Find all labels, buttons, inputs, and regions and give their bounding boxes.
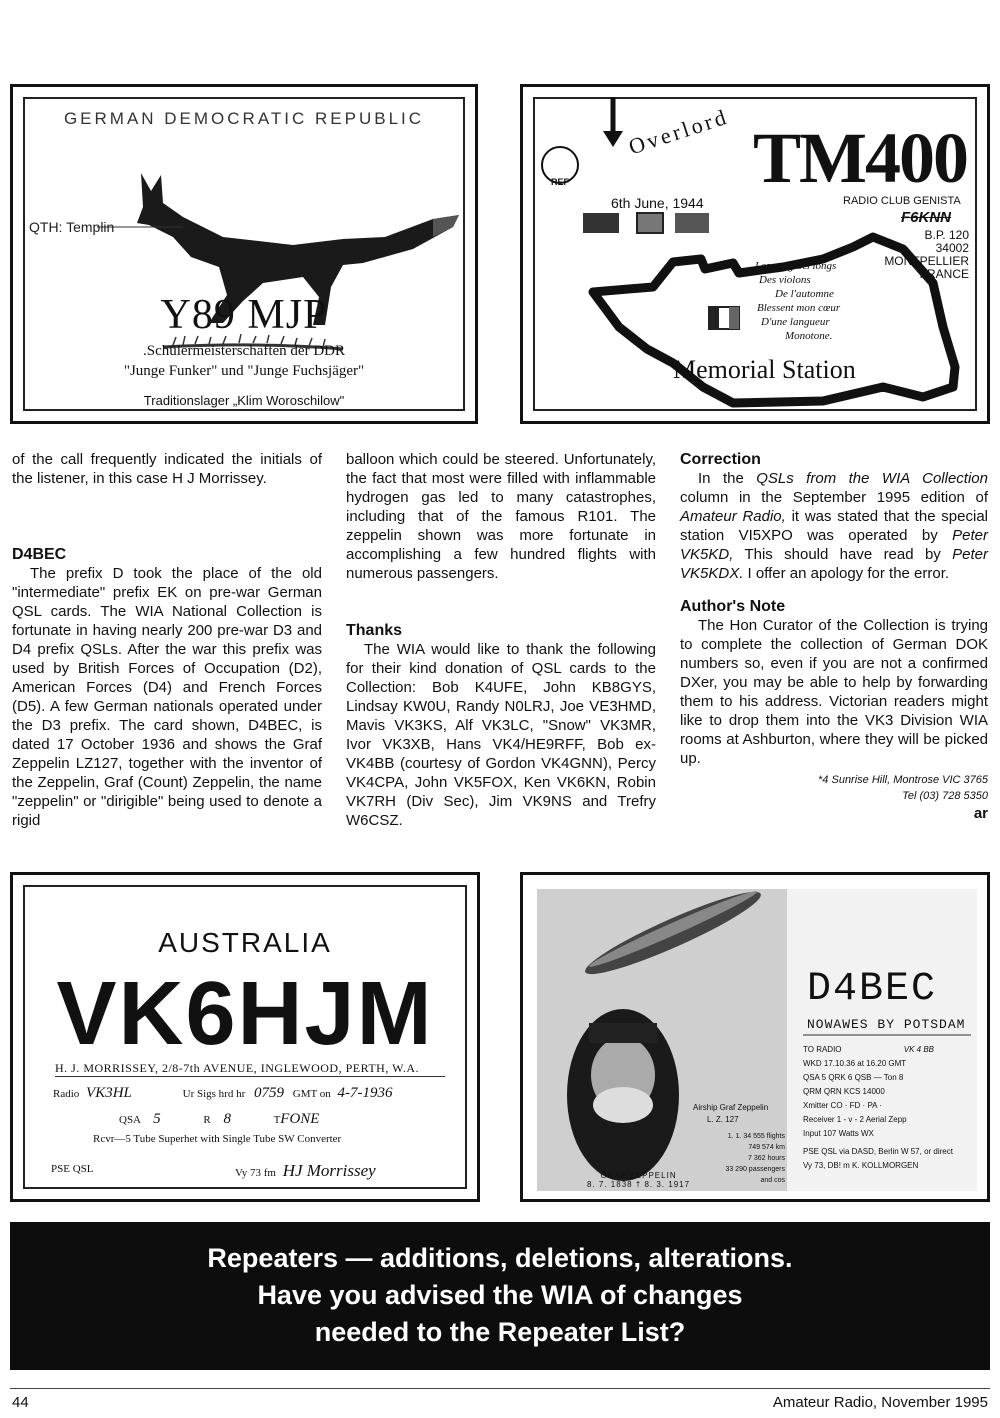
card-memorial: Memorial Station <box>673 355 856 384</box>
paragraph: of the call frequently indicated the initials of the listener, in this case H J Morrissey. <box>12 451 322 487</box>
publication-line: Amateur Radio, November 1995 <box>772 1394 988 1411</box>
repeater-banner <box>10 1222 990 1370</box>
paragraph: In the QSLs from the WIA Collection column in the September 1995 edition of Amateur Radio, it was stated that the special station VI5XPO was operated by Peter VK5KD, This should have read by Peter VK5KDX. I offer an apology for the error. <box>680 470 988 582</box>
card-airship-number: L. Z. 127 <box>707 1115 739 1124</box>
card-line: .Schülermeisterschaften der DDR <box>142 343 346 359</box>
section-heading-d4bec: D4BEC <box>12 546 67 563</box>
qsl-card-vk6hjm <box>10 872 480 1202</box>
card-address: H. J. MORRISSEY, 2/8-7th AVENUE, INGLEWOOD, PERTH, W.A. <box>55 1061 445 1077</box>
card-qth: QTH: Templin <box>29 219 115 235</box>
paragraph: The Hon Curator of the Collection is trying to complete the collection of German DOK numbers so, even if you are not a confirmed DXer, you may be able to help by forwarding them to his address. Victorian readers might like to drop them into the VK3 Division WIA rooms at Ashburton, where they will be picked up. <box>680 617 988 767</box>
card-pse: PSE QSL <box>51 1163 94 1175</box>
text-column-1 <box>12 450 322 830</box>
page-number: 44 <box>12 1394 29 1411</box>
end-mark: ar <box>973 805 988 822</box>
card-callsign: Y89 MJP <box>160 292 328 338</box>
section-heading-thanks: Thanks <box>346 622 403 639</box>
paragraph: The prefix D took the place of the old "intermediate" prefix EK on pre-war German QSL cards. The WIA National Collection is fortunate in having nearly 200 pre-war D3 and D4 prefix QSLs. After the war this prefix was used by British Forces of Occupation (D2), American Forces (D4) and French Forces (D5). A few German nationals operated under the D3 prefix. The card shown, D4BEC, is dated 17 October 1936 and shows the Graf Zeppelin LZ127, together with the inventor of the Zeppelin, Graf (Count) Zeppelin, the name "zeppelin" or "dirigible" being used to denote a rigid <box>12 565 322 829</box>
banner-line: needed to the Repeater List? <box>314 1317 686 1347</box>
qsl-card-gdr <box>10 84 478 424</box>
card-address: B.P. 120 34002 MONTPELLIER FRANCE <box>884 228 969 281</box>
card-portrait-caption: GRAF ZEPPELIN 8. 7. 1838 † 8. 3. 1917 <box>587 1171 691 1189</box>
card-place: NOWAWES BY POTSDAM <box>807 1017 966 1032</box>
card-callsign: TM400 <box>753 118 967 198</box>
banner-line: Have you advised the WIA of changes <box>257 1280 743 1310</box>
paragraph: The WIA would like to thank the following for their kind donation of QSL cards to the Collection: Bob K4UFE, John KB8GYS, Lindsay KW0U, Randy N0LRJ, Joe VE3HMD, Mavis VK3KS, Alf VK3LC, "Snow" VK3MR, Ivor VK3XB, Hans VK4/HE9RFF, Bob ex-VK4BB (courtesy of Gordon VK4GNN), Percy VK4CPA, John VK5FOX, Ken VK6KN, Robin VK7RH (Div Sec), Jim VK9NS and Trefry W6CSZ. <box>346 641 656 829</box>
card-line: Traditionslager „Klim Woroschilow" <box>143 393 345 408</box>
card-line: "Junge Funker" und "Junge Fuchsjäger" <box>123 363 365 379</box>
overlord-text: Overlord <box>625 103 732 160</box>
ref-logo: REF <box>551 177 569 187</box>
card-callsign: VK6HJM <box>56 964 434 1064</box>
qsl-card-d4bec <box>520 872 990 1202</box>
author-phone: Tel (03) 728 5350 <box>902 790 988 802</box>
text-column-2 <box>346 450 656 830</box>
author-address: *4 Sunrise Hill, Montrose VIC 3765 <box>818 774 988 786</box>
card-country: AUSTRALIA <box>158 927 332 958</box>
qsl-card-tm400 <box>520 84 990 424</box>
footer-rule <box>10 1388 990 1389</box>
card-signoff: Vy 73 fm HJ Morrissey <box>235 1161 376 1180</box>
card-receiver: Rcvr—5 Tube Superhet with Single Tube SW Converter <box>93 1133 342 1145</box>
card-date: 6th June, 1944 <box>611 195 704 211</box>
card-poem: Les sanglots longs Des violons De l'automne Blessent mon cœur D'une langueur Monotone. <box>755 260 841 342</box>
card-club-call: F6KNN <box>901 209 952 226</box>
card-country: GERMAN DEMOCRATIC REPUBLIC <box>63 109 425 128</box>
card-airship-name: Airship Graf Zeppelin <box>693 1103 769 1112</box>
card-callsign: D4BEC <box>807 967 938 1012</box>
card-report-line: Radio VK3HL Ur Sigs hrd hr 0759 GMT on 4-7-1936 <box>53 1085 393 1101</box>
section-heading-correction: Correction <box>680 451 761 468</box>
card-airship-stats: 1. 1. 34 555 flights 749 574 km 7 362 hours 33 290 passengers and cos <box>725 1133 785 1184</box>
card-club: RADIO CLUB GENISTA <box>843 195 961 207</box>
section-heading-author-note: Author's Note <box>680 598 786 615</box>
text-column-3 <box>680 450 988 823</box>
paragraph: balloon which could be steered. Unfortunately, the fact that most were filled with inflammable hydrogen gas led to many catastrophes, including that of the famous R101. The zeppelin shown was more fortunate in accomplishing a few hundred flights with numerous passengers. <box>346 451 656 582</box>
banner-line: Repeaters — additions, deletions, alterations. <box>207 1243 793 1273</box>
card-report-form: TO RADIO VK 4 BB WKD 17.10.36 at 16.20 GMT QSA 5 QRK 6 QSB — Ton 8 QRM QRN KCS 14000 Xmitter CO · FD · PA · Receiver 1 - v - 2 Aerial Zepp Input 107 Watts WX PSE QSL via DASD, Berlin W 57, or direct Vy 73, DB! m K. KOLLMORGEN <box>803 1045 953 1170</box>
card-signal-line: QSA 5 R 8 TFONE <box>119 1111 320 1127</box>
